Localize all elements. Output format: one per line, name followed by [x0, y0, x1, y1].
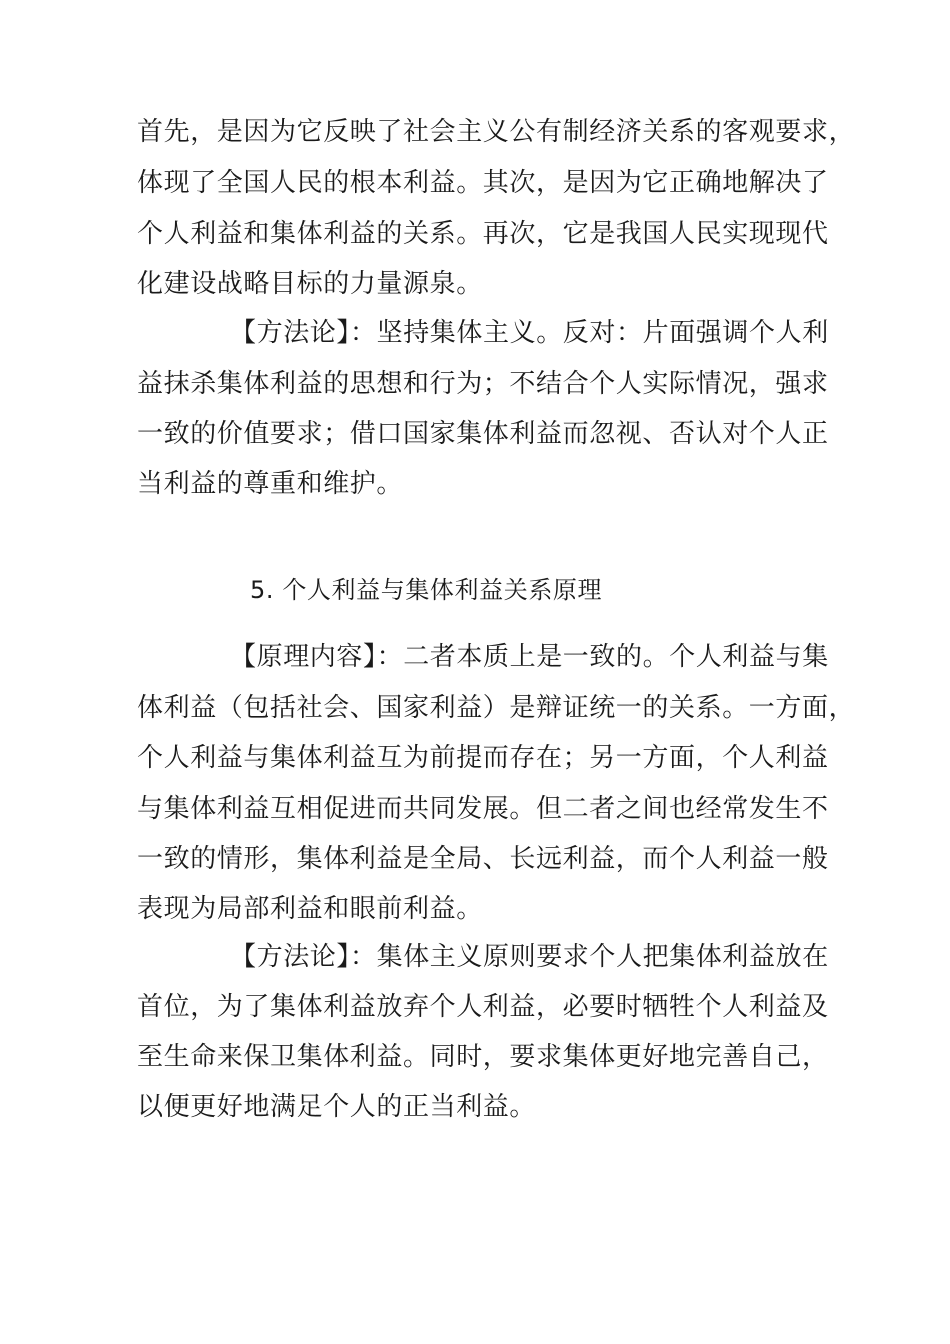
paragraph-line: 首位，为了集体利益放弃个人利益，必要时牺牲个人利益及 [137, 992, 829, 1022]
paragraph-line: 体利益（包括社会、国家利益）是辩证统一的关系。一方面， [137, 693, 856, 723]
paragraph-line: 体现了全国人民的根本利益。其次，是因为它正确地解决了 [137, 168, 829, 198]
paragraph-line: 化建设战略目标的力量源泉。 [137, 269, 483, 299]
section-heading: 5. 个人利益与集体利益关系原理 [250, 576, 603, 604]
paragraph-line: 个人利益与集体利益互为前提而存在；另一方面，个人利益 [137, 743, 829, 773]
paragraph-line: 表现为局部利益和眼前利益。 [137, 894, 483, 924]
paragraph-line: 益抹杀集体利益的思想和行为；不结合个人实际情况，强求 [137, 369, 829, 399]
paragraph-line: 首先，是因为它反映了社会主义公有制经济关系的客观要求， [137, 117, 856, 147]
paragraph-line: 【方法论】：坚持集体主义。反对：片面强调个人利 [230, 318, 829, 348]
paragraph-line: 与集体利益互相促进而共同发展。但二者之间也经常发生不 [137, 794, 829, 824]
paragraph-line: 以便更好地满足个人的正当利益。 [137, 1092, 537, 1122]
paragraph-line: 一致的情形，集体利益是全局、长远利益，而个人利益一般 [137, 844, 829, 874]
paragraph-line: 一致的价值要求；借口国家集体利益而忽视、否认对个人正 [137, 419, 829, 449]
paragraph-line: 当利益的尊重和维护。 [137, 469, 404, 499]
paragraph-line: 至生命来保卫集体利益。同时，要求集体更好地完善自己， [137, 1042, 829, 1072]
paragraph-line: 个人利益和集体利益的关系。再次，它是我国人民实现现代 [137, 219, 829, 249]
paragraph-line: 【方法论】：集体主义原则要求个人把集体利益放在 [230, 942, 829, 972]
paragraph-line: 【原理内容】：二者本质上是一致的。个人利益与集 [230, 642, 829, 672]
